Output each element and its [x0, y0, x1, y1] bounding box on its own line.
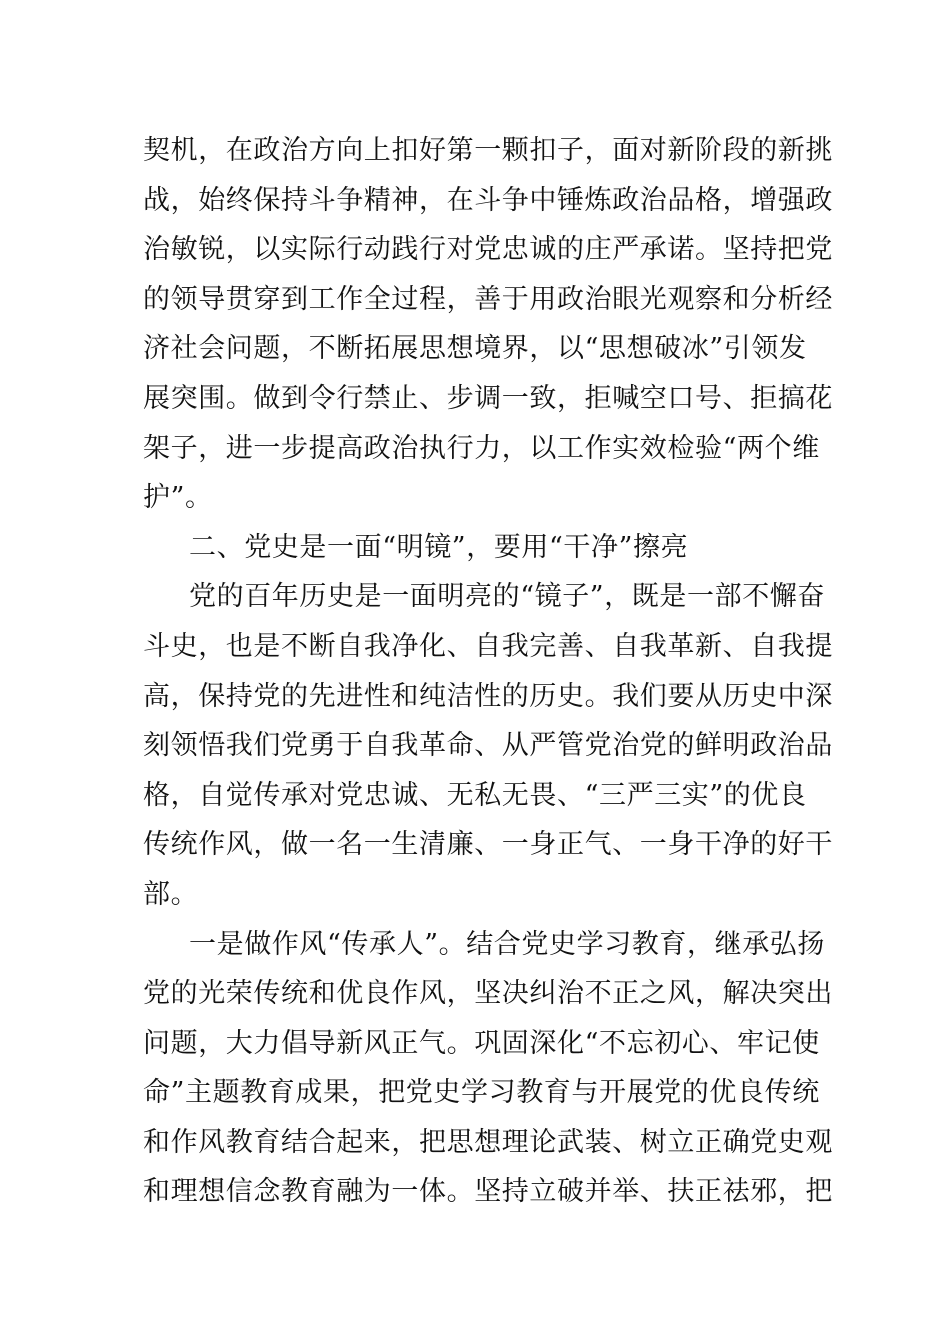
text-line: 格，自觉传承对党忠诚、无私无畏、“三严三实”的优良 — [143, 779, 807, 811]
text-line: 高，保持党的先进性和纯洁性的历史。我们要从历史中深 — [143, 680, 833, 712]
text-line: 战，始终保持斗争精神，在斗争中锤炼政治品格，增强政 — [143, 184, 833, 216]
text-line: 和作风教育结合起来，把思想理论武装、树立正确党史观 — [143, 1126, 833, 1158]
text-line: 契机，在政治方向上扣好第一颗扣子，面对新阶段的新挑 — [143, 135, 833, 166]
section-heading: 二、党史是一面“明镜”，要用“干净”擦亮 — [189, 531, 689, 563]
text-line: 济社会问题，不断拓展思想境界，以“思想破冰”引领发 — [143, 333, 807, 365]
body-text — [143, 126, 833, 1217]
text-line: 党的光荣传统和优良作风，坚决纠治不正之风，解决突出 — [143, 978, 833, 1010]
text-line: 的领导贯穿到工作全过程，善于用政治眼光观察和分析经 — [143, 283, 833, 315]
text-line: 和理想信念教育融为一体。坚持立破并举、扶正祛邪，把 — [143, 1176, 833, 1208]
text-line: 命”主题教育成果，把党史学习教育与开展党的优良传统 — [143, 1077, 820, 1109]
text-line: 一是做作风“传承人”。结合党史学习教育，继承弘扬 — [189, 928, 826, 960]
text-line: 问题，大力倡导新风正气。巩固深化“不忘初心、牢记使 — [143, 1027, 820, 1059]
text-line: 传统作风，做一名一生清廉、一身正气、一身干净的好干 — [143, 829, 833, 861]
text-line: 治敏锐，以实际行动践行对党忠诚的庄严承诺。坚持把党 — [143, 234, 833, 266]
text-line: 斗史，也是不断自我净化、自我完善、自我革新、自我提 — [143, 630, 833, 662]
text-line: 党的百年历史是一面明亮的“镜子”，既是一部不懈奋 — [189, 581, 826, 613]
text-line: 部。 — [143, 878, 199, 910]
text-line: 展突围。做到令行禁止、步调一致，拒喊空口号、拒搞花 — [143, 382, 833, 414]
text-line: 护”。 — [143, 482, 213, 514]
text-line: 刻领悟我们党勇于自我革命、从严管党治党的鲜明政治品 — [143, 730, 833, 762]
text-line: 架子，进一步提高政治执行力，以工作实效检验“两个维 — [143, 432, 820, 464]
